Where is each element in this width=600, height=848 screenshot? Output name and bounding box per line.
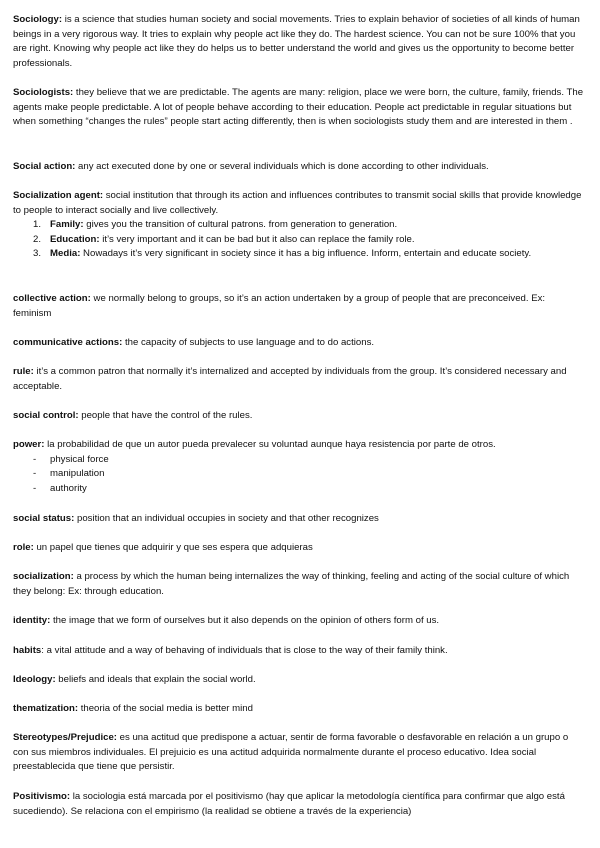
definition-text: the image that we form of ourselves but it also depends on the opinion of others form of us. [50,615,440,626]
term-sociology: Sociology: [13,14,63,25]
socialization-agent-list [13,218,585,262]
power-list [13,453,585,497]
definition-text: is a science that studies human society and social movements. Tries to explain behavior of societies of all kinds of human beings in a very rigorous way. It tries to explain why people act like they do. The hardest science. You can not be sure 100% that you are right. Knowing why people act like they do helps us to better understand the world and gives us the opportunity to become better professionals. [13,14,580,69]
term-social-action: Social action: [13,161,76,172]
list-number: 3. [33,248,42,259]
term-social-status: social status: [13,513,75,524]
definition-text: social institution that through its action and influences contributes to transmit social skills that provide knowledge to people to interact socially and live collectively. [13,190,582,216]
list-item [13,233,585,248]
term-habits: habits [13,645,42,656]
definition-social-action [13,160,585,175]
definition-text: they believe that we are predictable. The agents are many: religion, place we were born, the culture, family, friends. The agents make people predictable. A lot of people behave according to their education. People act predictable in regular situations but when something “changes the rules” people start acting differently, then is when sociologists study them and are interested in them . [13,87,584,127]
term-social-control: social control: [13,410,79,421]
definition-text: we normally belong to groups, so it’s an action undertaken by a group of people that are preconceived. Ex: feminism [13,293,546,319]
term-power: power: [13,439,45,450]
list-term: Education: [50,233,100,245]
definition-sociologists [13,86,585,130]
socialization-agent-intro [13,189,585,218]
list-text: physical force [50,453,109,465]
definition-stereotypes [13,731,585,775]
list-item [13,467,585,482]
definition-social-control [13,409,585,424]
term-role: role: [13,542,34,553]
term-socialization-agent: Socialization agent: [13,190,104,201]
term-stereotypes: Stereotypes/Prejudice: [13,732,117,743]
definition-sociology [13,13,585,71]
definition-collective-action [13,292,585,321]
list-term: Media: [50,248,81,259]
definition-text: the capacity of subjects to use language and to do actions. [122,337,375,348]
list-number: 1. [33,219,42,230]
list-item [13,482,585,497]
definition-ideology [13,673,585,688]
definition-text: beliefs and ideals that explain the social world. [55,674,256,685]
list-item [13,453,585,468]
power-intro [13,438,585,453]
definition-text: : a vital attitude and a way of behaving of individuals that is close to the way of their family think. [41,645,448,656]
definition-text: la sociologia está marcada por el positivismo (hay que aplicar la metodología científica para confirmar que algo está sucediendo). Se relaciona con el empirismo (la realidad se obtiene a través de la experiencia) [13,791,565,817]
definition-thematization [13,702,585,717]
list-text: manipulation [50,468,105,479]
list-number: 2. [33,233,42,245]
definition-text: un papel que tienes que adquirir y que ses espera que adquieras [33,542,313,553]
definition-text: any act executed done by one or several individuals which is done according to other individuals. [75,161,489,172]
list-term: Family: [50,219,84,230]
definition-habits [13,644,585,659]
term-identity: identity: [13,615,51,626]
term-positivismo: Positivismo: [13,791,71,802]
definition-socialization [13,570,585,599]
term-ideology: Ideology: [13,674,56,685]
definition-text: theoria of the social media is better mind [78,703,253,714]
definition-power [13,438,585,496]
list-item [13,247,585,262]
definition-communicative-actions [13,336,585,351]
term-thematization: thematization: [13,703,79,714]
definition-text: a process by which the human being internalizes the way of thinking, feeling and acting of the social culture of which they belong: Ex: through education. [13,571,570,597]
definition-rule [13,365,585,394]
term-socialization: socialization: [13,571,74,582]
definition-text: people that have the control of the rules. [78,410,253,421]
definition-text: it’s a common patron that normally it’s internalized and accepted by individuals from the group. It’s considered necessary and acceptable. [13,366,567,392]
term-sociologists: Sociologists: [13,87,74,98]
definition-text: position that an individual occupies in society and that other recognizes [74,513,379,524]
dash-bullet: - [33,468,37,479]
term-collective-action: collective action: [13,293,91,304]
definition-social-status [13,512,585,527]
definition-role [13,541,585,556]
definition-socialization-agent [13,189,585,262]
term-communicative-actions: communicative actions: [13,337,123,348]
list-text: gives you the transition of cultural patrons. from generation to generation. [83,219,398,230]
list-item [13,218,585,233]
definition-text: es una actitud que predispone a actuar, sentir de forma favorable o desfavorable en relación a un grupo o con sus miembros individuales. El prejuicio es una actitud adquirida normalmente durante el proceso educativo. Idea social preestablecida que tiene que persistir. [13,732,569,772]
list-text: authority [50,482,87,494]
dash-bullet: - [33,482,37,494]
list-text: Nowadays it’s very significant in society since it has a big influence. Inform, entertain and educate society. [80,248,532,259]
definition-positivismo [13,790,585,819]
definition-text: la probabilidad de que un autor pueda prevalecer su voluntad aunque haya resistencia por parte de otros. [44,439,496,450]
list-text: it’s very important and it can be bad but it also can replace the family role. [99,233,415,245]
term-rule: rule: [13,366,34,377]
dash-bullet: - [33,453,37,465]
definition-identity [13,614,585,629]
